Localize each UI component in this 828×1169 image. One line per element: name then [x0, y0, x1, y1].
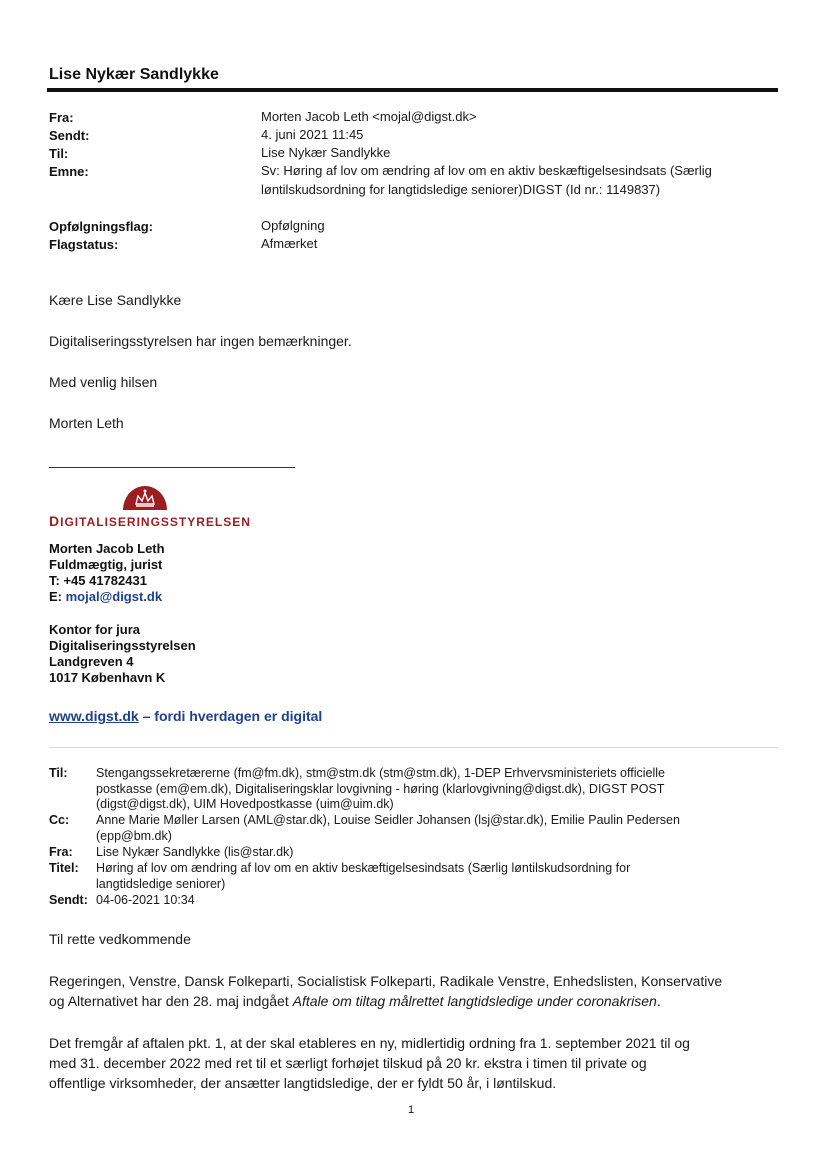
logo-rest: IGITALISERINGSSTYRELSEN: [60, 515, 251, 529]
subject-value-line1: Sv: Høring af lov om ændring af lov om en aktiv beskæftigelsesindsats (Særlig: [261, 163, 712, 178]
from-value: Morten Jacob Leth <mojal@digst.dk>: [261, 109, 477, 124]
office-name: Kontor for jura: [49, 622, 140, 637]
signature-divider: [49, 467, 295, 468]
signature-phone: T: +45 41782431: [49, 573, 147, 588]
fwd-title-value: [96, 861, 630, 892]
signature-address: [49, 622, 196, 686]
org-name: Digitaliseringsstyrelsen: [49, 638, 196, 653]
p2-line2: med 31. december 2022 med ret til et særligt forhøjet tilskud på 20 kr. ekstra i timen til private og: [49, 1055, 647, 1071]
to-label: Til:: [49, 146, 69, 161]
closing: Med venlig hilsen: [49, 374, 158, 390]
from-label: Fra:: [49, 110, 74, 125]
p1-line1: Regeringen, Venstre, Dansk Folkeparti, Socialistisk Folkeparti, Radikale Venstre, Enhedslisten, Konservative: [49, 973, 723, 989]
fwd-to-value: [96, 766, 665, 813]
crown-logo-icon: [121, 484, 169, 510]
message: Digitaliseringsstyrelsen har ingen bemærkninger.: [49, 333, 352, 349]
signature-title: Fuldmægtig, jurist: [49, 557, 163, 572]
fwd-cc-value: [96, 813, 680, 844]
org-logo-text: [49, 513, 251, 529]
subject-value-line2: løntilskudsordning for langtidsledige seniorer)DIGST (Id nr.: 1149837): [261, 182, 661, 197]
fwd-title-label: Titel:: [49, 861, 79, 875]
website-line: [49, 708, 322, 724]
fwd-to-line2: postkasse (em@em.dk), Digitaliseringsklar lovgivning - høring (klarlovgivning@digst.dk), DIGST POST: [96, 781, 665, 796]
greeting: Kære Lise Sandlykke: [49, 292, 182, 308]
fwd-cc-line2: (epp@bm.dk): [96, 828, 172, 843]
sent-value: 4. juni 2021 11:45: [261, 127, 364, 142]
flag-status-label: Flagstatus:: [49, 237, 119, 252]
fwd-to-line3: (digst@digst.dk), UIM Hovedpostkasse (uim@uim.dk): [96, 797, 394, 811]
fwd-to-line1: Stengangssekretærerne (fm@fm.dk), stm@stm.dk (stm@stm.dk), 1-DEP Erhvervsministeriets officielle: [96, 766, 665, 780]
signature-name: Morten Jacob Leth: [49, 541, 165, 556]
website-tagline: – fordi hverdagen er digital: [138, 708, 323, 724]
letter-paragraph-1: [49, 971, 722, 1011]
followup-flag-label: Opfølgningsflag:: [49, 219, 153, 234]
agreement-title: Aftale om tiltag målrettet langtidsledige under coronakrisen: [292, 993, 657, 1009]
city: 1017 København K: [49, 670, 166, 685]
signature-email-link[interactable]: mojal@digst.dk: [65, 589, 163, 604]
flag-status-value: Afmærket: [261, 236, 318, 251]
forward-divider: [49, 747, 778, 748]
fwd-title-line2: langtidsledige seniorer): [96, 876, 226, 891]
letter-paragraph-2: [49, 1033, 690, 1093]
p1-line2-end: .: [656, 993, 661, 1009]
logo-initial: D: [49, 513, 61, 529]
fwd-sent-label: Sendt:: [49, 893, 88, 907]
signoff: Morten Leth: [49, 415, 124, 431]
followup-flag-value: Opfølgning: [261, 218, 325, 233]
signature-email-line: [49, 589, 165, 605]
p2-line1: Det fremgår af aftalen pkt. 1, at der skal etableres en ny, midlertidig ordning fra 1. september 2021 til og: [49, 1035, 690, 1051]
fwd-title-line1: Høring af lov om ændring af lov om en aktiv beskæftigelsesindsats (Særlig løntilskudsordning for: [96, 861, 631, 875]
sent-label: Sendt:: [49, 128, 90, 143]
street: Landgreven 4: [49, 654, 134, 669]
signature-contact: [49, 541, 165, 605]
fwd-cc-label: Cc:: [49, 813, 70, 827]
subject-label: Emne:: [49, 164, 89, 179]
p1-line2: [49, 991, 722, 1011]
email-label: E:: [49, 589, 62, 604]
p1-line2-start: og Alternativet har den 28. maj indgået: [49, 993, 293, 1009]
sender-name: Lise Nykær Sandlykke: [49, 66, 219, 83]
fwd-to-label: Til:: [49, 766, 68, 780]
p2-line3: offentlige virksomheder, der ansætter langtidsledige, der er fyldt 50 år, i løntilskud.: [49, 1075, 557, 1091]
fwd-sent-value: 04-06-2021 10:34: [96, 893, 195, 907]
letter-salutation: Til rette vedkommende: [49, 931, 191, 947]
fwd-from-value: Lise Nykær Sandlykke (lis@star.dk): [96, 845, 294, 859]
website-link[interactable]: www.digst.dk: [49, 708, 139, 724]
fwd-cc-line1: Anne Marie Møller Larsen (AML@star.dk), Louise Seidler Johansen (lsj@star.dk), Emilie Paulin Pedersen: [96, 813, 680, 827]
fwd-from-label: Fra:: [49, 845, 73, 859]
header-divider: [47, 88, 778, 92]
page-number: 1: [408, 1104, 415, 1116]
to-value: Lise Nykær Sandlykke: [261, 145, 391, 160]
